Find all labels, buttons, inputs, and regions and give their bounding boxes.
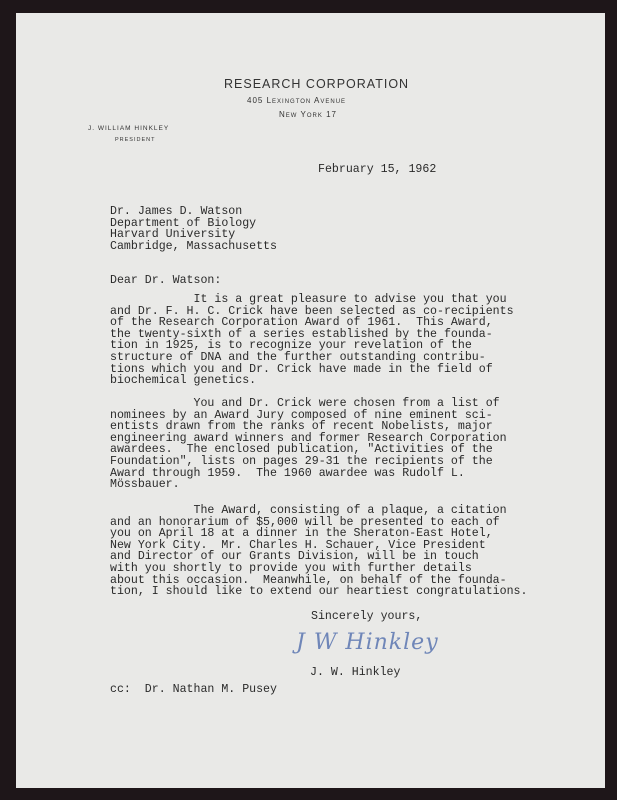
letter-date: February 15, 1962 bbox=[318, 163, 437, 176]
body-line: New York City. Mr. Charles H. Schauer, Vice President bbox=[110, 538, 486, 552]
letterhead-organization: RESEARCH CORPORATION bbox=[224, 77, 410, 91]
body-line: and an honorarium of $5,000 will be presented to each of bbox=[110, 515, 500, 529]
body-line: and Dr. F. H. C. Crick have been selected as co-recipients bbox=[110, 304, 514, 318]
body-line: of the Research Corporation Award of 1961. This Award, bbox=[110, 316, 493, 330]
body-line: the twenty-sixth of a series established by the founda- bbox=[110, 327, 493, 341]
body-line: structure of DNA and the further outstanding contribu- bbox=[110, 351, 486, 364]
closing: Sincerely yours, bbox=[311, 610, 423, 623]
body-line: tion in 1925, is to recognize your revelation of the bbox=[110, 339, 472, 353]
cc-line: cc: Dr. Nathan M. Pusey bbox=[110, 683, 277, 696]
body-line: awardees. The enclosed publication, "Activities of the bbox=[110, 443, 493, 457]
recipient-line: Cambridge, Massachusetts bbox=[110, 239, 277, 253]
letterhead-city: New York 17 bbox=[279, 110, 337, 119]
recipient-line: Dr. James D. Watson bbox=[110, 205, 243, 218]
body-line: biochemical genetics. bbox=[110, 374, 257, 388]
recipient-line: Department of Biology bbox=[110, 216, 257, 230]
body-line: The Award, consisting of a plaque, a citation bbox=[110, 504, 507, 517]
body-line: You and Dr. Crick were chosen from a list of bbox=[110, 397, 500, 410]
body-line: tions which you and Dr. Crick have made in the field of bbox=[110, 362, 493, 376]
salutation: Dear Dr. Watson: bbox=[110, 274, 222, 287]
body-line: It is a great pleasure to advise you that you bbox=[110, 293, 507, 306]
letterhead-officer-name: J. WILLIAM HINKLEY bbox=[88, 125, 170, 132]
body-line: you on April 18 at a dinner in the Sheraton-East Hotel, bbox=[110, 527, 493, 541]
handwritten-signature: J W Hinkley bbox=[296, 630, 439, 655]
body-line: entists drawn from the ranks of recent Nobelists, major bbox=[110, 420, 493, 434]
body-line: with you shortly to provide you with further details bbox=[110, 562, 472, 575]
body-line: about this occasion. Meanwhile, on behalf of the founda- bbox=[110, 573, 507, 587]
body-line: nominees by an Award Jury composed of nine eminent sci- bbox=[110, 408, 493, 422]
body-line: tion, I should like to extend our heartiest congratulations. bbox=[110, 585, 528, 599]
body-line: and Director of our Grants Division, will be in touch bbox=[110, 550, 479, 564]
body-line: Award through 1959. The 1960 awardee was Rudolf L. bbox=[110, 466, 465, 480]
body-line: Foundation", lists on pages 29-31 the recipients of the bbox=[110, 455, 493, 468]
letterhead-street: 405 Lexington Avenue bbox=[247, 96, 347, 105]
body-line: engineering award winners and former Research Corporation bbox=[110, 431, 507, 445]
letterhead-officer-title: PRESIDENT bbox=[115, 137, 156, 143]
body-line: Mössbauer. bbox=[110, 478, 180, 492]
recipient-line: Harvard University bbox=[110, 228, 236, 242]
signer-name: J. W. Hinkley bbox=[310, 666, 401, 679]
